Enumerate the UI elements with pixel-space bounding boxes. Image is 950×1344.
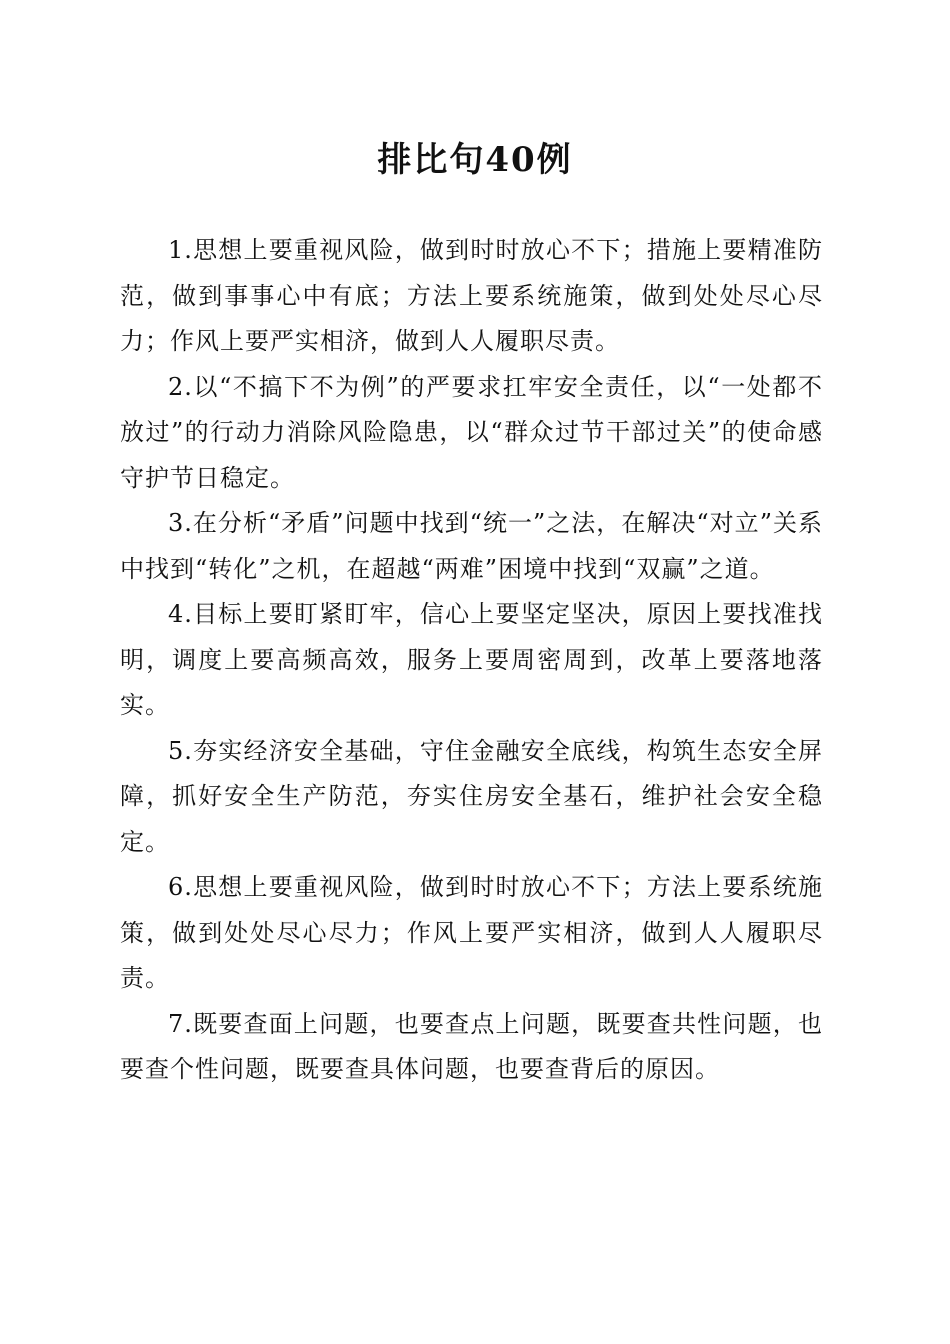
paragraph-1: 1.思想上要重视风险，做到时时放心不下；措施上要精准防范，做到事事心中有底；方法上要系统施策，做到处处尽心尽力；作风上要严实相济，做到人人履职尽责。 bbox=[120, 236, 823, 355]
paragraph-5: 5.夯实经济安全基础，守住金融安全底线，构筑生态安全屏障，抓好安全生产防范，夯实住房安全基石，维护社会安全稳定。 bbox=[120, 736, 823, 856]
document-body bbox=[120, 228, 823, 1093]
paragraph-2: 2.以“不搞下不为例”的严要求扛牢安全责任，以“一处都不放过”的行动力消除风险隐患，以“群众过节干部过关”的使命感守护节日稳定。 bbox=[120, 372, 823, 492]
paragraph-6: 6.思想上要重视风险，做到时时放心不下；方法上要系统施策，做到处处尽心尽力；作风上要严实相济，做到人人履职尽责。 bbox=[120, 873, 823, 992]
paragraph-3: 3.在分析“矛盾”问题中找到“统一”之法，在解决“对立”关系中找到“转化”之机，在超越“两难”困境中找到“双赢”之道。 bbox=[120, 509, 823, 583]
paragraph-4: 4.目标上要盯紧盯牢，信心上要坚定坚决，原因上要找准找明，调度上要高频高效，服务上要周密周到，改革上要落地落实。 bbox=[120, 600, 823, 719]
document-title: 排比句40例 bbox=[377, 140, 573, 180]
paragraph-7: 7.既要查面上问题，也要查点上问题，既要查共性问题，也要查个性问题，既要查具体问题，也要查背后的原因。 bbox=[120, 1009, 823, 1083]
